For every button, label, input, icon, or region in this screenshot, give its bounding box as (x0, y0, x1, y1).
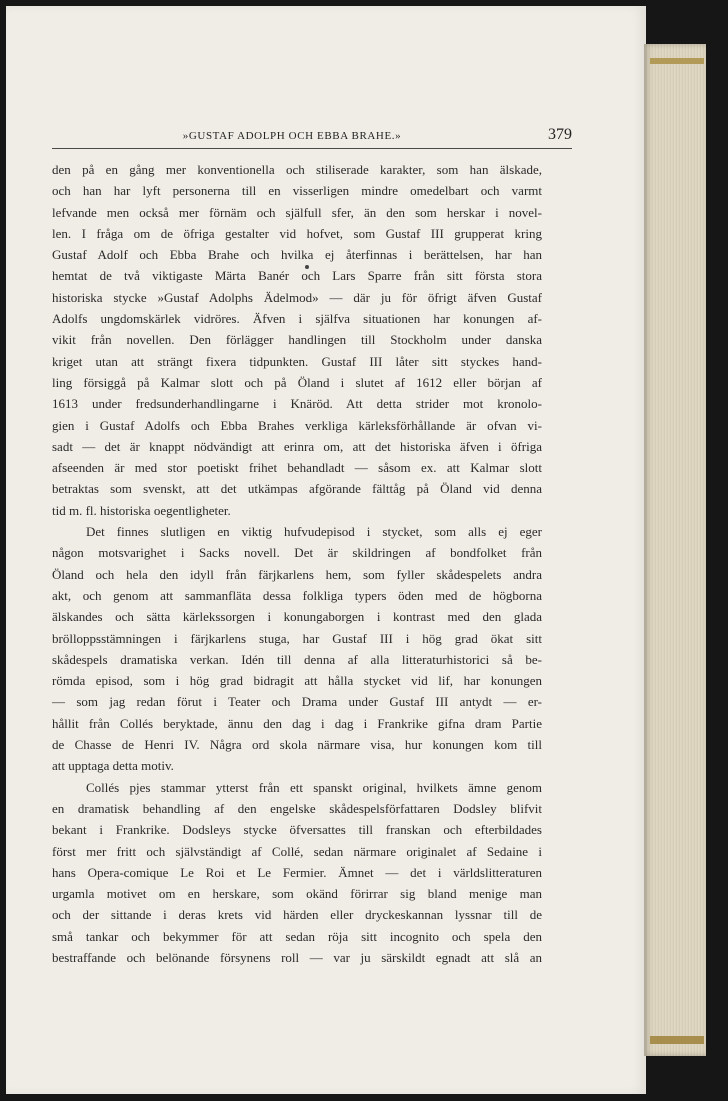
text-line: hans Opera-comique Le Roi et Le Fermier. Ämnet — det i världslitteraturen (52, 864, 542, 880)
text-line: och han har lyft personerna till en visserligen mindre omedelbart och varmt (52, 183, 542, 199)
text-line: 1613 under fredsunderhandlingarne i Knäröd. Att detta strider mot kronolo- (52, 396, 542, 412)
text-line: gien i Gustaf Adolfs och Ebba Brahes verkliga kärleksförhållande är ofvan vi- (52, 417, 542, 433)
text-line: akt, och genom att sammanfläta dessa folkliga typers öden med de högborna (52, 587, 542, 603)
text-line: först mer fritt och självständigt af Collé, sedan närmare originalet af Sedaine i (52, 843, 542, 859)
text-line: att upptaga detta motiv. (52, 758, 174, 774)
text-line: römda episod, som i hög grad bidragit att hålla stycket vid lif, har konungen (52, 673, 542, 689)
text-line: Gustaf Adolf och Ebba Brahe och hvilka ej återfinnas i berättelsen, har han (52, 247, 542, 263)
text-line: hållit från Collés beryktade, ännu den dag i dag i Frankrike gifna dram Partie (52, 715, 542, 731)
text-line: Collés pjes stammar ytterst från ett spanskt original, hvilkets ämne genom (86, 779, 542, 795)
page-number: 379 (548, 126, 572, 143)
gilt-edge-band-bottom (650, 1036, 704, 1044)
text-line: någon motsvarighet i Sacks novell. Det är skildringen af bondfolket från (52, 545, 542, 561)
text-line: älskandes och sätta kärlekssorgen i konungaborgen i kontrast med den glada (52, 609, 542, 625)
text-line: ling försiggå på Kalmar slott och på Öland i slutet af 1612 eller början af (52, 374, 542, 390)
text-line: Öland och hela den idyll från färjkarlens hem, som fyller skådespelets andra (52, 566, 542, 582)
text-line: och der sittande i deras krets vid härden eller dryckeskannan lyssnar till de (52, 907, 542, 923)
text-line: kriget utan att strängt fixera tidpunkten. Gustaf III låter sitt styckes hand- (52, 353, 542, 369)
text-line: sadt — det är knappt nödvändigt att erinra om, att det historiska äfven i öfriga (52, 438, 542, 454)
text-line: hemtat de två viktigaste Märta Banér och Lars Sparre från sitt första stora (52, 268, 542, 284)
text-line: tid m. fl. historiska oegentligheter. (52, 502, 231, 518)
text-line: historiska stycke »Gustaf Adolphs Ädelmod» — där ju för öfrigt äfven Gustaf (52, 289, 542, 305)
text-line: bekant i Frankrike. Dodsleys stycke öfversattes till franskan och efterbildades (52, 822, 542, 838)
text-line: de Chasse de Henri IV. Några ord skola närmare visa, hur konungen kom till (52, 737, 542, 753)
text-line: urgamla motivet om en herskare, som okänd förirrar sig bland menige man (52, 886, 542, 902)
text-line: betraktas som svenskt, att det utkämpas afgörande fälttåg på Öland vid denna (52, 481, 542, 497)
text-line: brölloppsstämningen i färjkarlens stuga, har Gustaf III i hög grad ökat sitt (52, 630, 542, 646)
page-edges (644, 44, 706, 1056)
text-line: bestraffande och belönande försynens roll — var ju särskildt egnadt att slå an (52, 949, 542, 965)
text-line: skådespels dramatiska verkan. Idén till denna af alla litteraturhistorici så be- (52, 651, 542, 667)
text-line: den på en gång mer konventionella och stiliserade karakter, som han älskade, (52, 162, 542, 177)
text-line: vikit från novellen. Den förlägger handlingen till Stockholm under danska (52, 332, 542, 348)
running-head: »GUSTAF ADOLPH OCH EBBA BRAHE.» (182, 130, 402, 142)
text-line: en dramatisk behandling af den engelske skådespelsförfattaren Dodsley blifvit (52, 800, 542, 816)
text-line: afseenden är med stor poetiskt frihet behandladt — såsom ex. att Kalmar slott (52, 460, 542, 476)
text-line: Adolfs ungdomskärlek vidröres. Äfven i själfva situationen har konungen af- (52, 311, 542, 327)
text-line: lefvande men också mer förnäm och själfull sfer, än den som herskar i novel- (52, 204, 542, 220)
body-text (52, 159, 542, 968)
text-line: len. I fråga om de öfriga gestalter vid hofvet, som Gustaf III grupperat kring (52, 225, 542, 241)
text-line: Det finnes slutligen en viktig hufvudepisod i stycket, som alls ej eger (86, 524, 542, 540)
text-line: — som jag redan förut i Teater och Drama under Gustaf III antydt — er- (52, 694, 542, 710)
text-line: små tankar och bekymmer för att sedan röja sitt incognito och spela den (52, 928, 542, 944)
gilt-edge-band-top (650, 58, 704, 64)
page-header (52, 128, 572, 149)
